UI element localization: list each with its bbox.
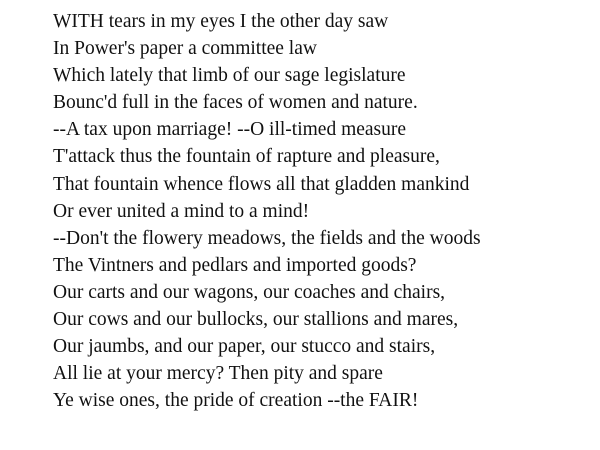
poem-line: Which lately that limb of our sage legislature	[53, 65, 406, 87]
poem-text	[53, 8, 593, 414]
poem-line: Our jaumbs, and our paper, our stucco and stairs,	[53, 336, 436, 358]
poem-line: T'attack thus the fountain of rapture and pleasure,	[53, 146, 440, 168]
poem-line: Our cows and our bullocks, our stallions and mares,	[53, 309, 459, 331]
poem-line: In Power's paper a committee law	[53, 38, 317, 60]
poem-line: --Don't the flowery meadows, the fields and the woods	[53, 227, 481, 249]
poem-line: Our carts and our wagons, our coaches and chairs,	[53, 281, 446, 303]
poem-line: The Vintners and pedlars and imported goods?	[53, 254, 417, 276]
poem-line: WITH tears in my eyes I the other day saw	[53, 11, 389, 32]
poem-line: --A tax upon marriage! --O ill-timed measure	[53, 119, 407, 141]
poem-line: That fountain whence flows all that gladden mankind	[53, 173, 470, 195]
poem-line: Ye wise ones, the pride of creation --the FAIR!	[53, 390, 419, 412]
poem-line: Or ever united a mind to a mind!	[53, 200, 310, 222]
poem-line: All lie at your mercy? Then pity and spare	[53, 363, 383, 385]
poem-line: Bounc'd full in the faces of women and nature.	[53, 92, 418, 114]
